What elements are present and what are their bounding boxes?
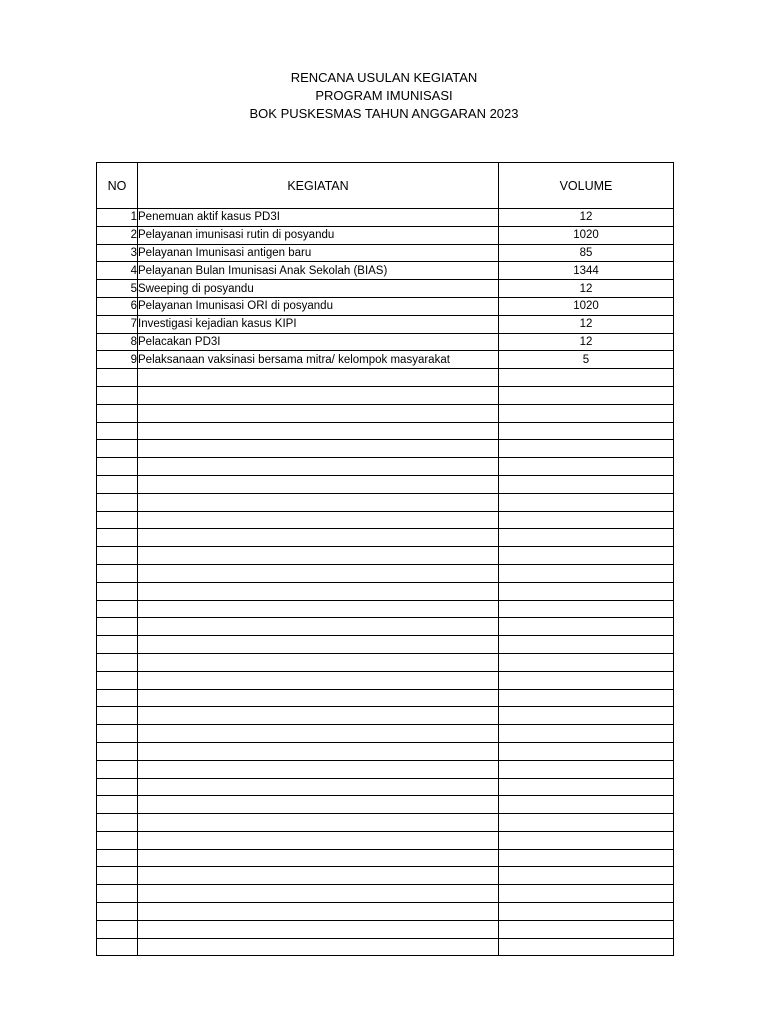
activity-cell: Pelaksanaan vaksinasi bersama mitra/ kelompok masyarakat — [138, 351, 499, 369]
activity-cell — [138, 653, 499, 671]
volume-cell — [499, 511, 674, 529]
volume-cell — [499, 440, 674, 458]
row-number: 4 — [97, 262, 138, 280]
table-row — [97, 333, 674, 351]
activity-cell — [138, 600, 499, 618]
table-row — [97, 867, 674, 885]
table-row — [97, 226, 674, 244]
activity-cell: Pelacakan PD3I — [138, 333, 499, 351]
volume-cell — [499, 653, 674, 671]
table-row — [97, 707, 674, 725]
row-number — [97, 920, 138, 938]
row-number — [97, 778, 138, 796]
row-number — [97, 493, 138, 511]
row-number — [97, 867, 138, 885]
row-number: 3 — [97, 244, 138, 262]
activity-cell — [138, 885, 499, 903]
activity-cell — [138, 386, 499, 404]
table-row — [97, 600, 674, 618]
activity-cell — [138, 867, 499, 885]
table-row — [97, 280, 674, 298]
table-row — [97, 582, 674, 600]
row-number — [97, 636, 138, 654]
volume-cell — [499, 885, 674, 903]
row-number — [97, 796, 138, 814]
table-row — [97, 671, 674, 689]
row-number — [97, 938, 138, 956]
activity-cell — [138, 493, 499, 511]
volume-cell: 1020 — [499, 297, 674, 315]
volume-cell — [499, 404, 674, 422]
table-row — [97, 315, 674, 333]
table-row — [97, 814, 674, 832]
title-line: BOK PUSKESMAS TAHUN ANGGARAN 2023 — [249, 106, 519, 121]
volume-cell — [499, 475, 674, 493]
activity-cell — [138, 422, 499, 440]
table-body — [97, 209, 674, 956]
table-row — [97, 725, 674, 743]
document-title — [0, 69, 768, 123]
activity-cell — [138, 404, 499, 422]
table-row — [97, 493, 674, 511]
table-row — [97, 903, 674, 921]
row-number — [97, 814, 138, 832]
table-row — [97, 404, 674, 422]
row-number — [97, 369, 138, 387]
activity-cell — [138, 671, 499, 689]
volume-cell — [499, 600, 674, 618]
volume-cell — [499, 760, 674, 778]
volume-cell — [499, 725, 674, 743]
row-number — [97, 653, 138, 671]
table-row — [97, 529, 674, 547]
activity-cell — [138, 760, 499, 778]
row-number: 2 — [97, 226, 138, 244]
row-number — [97, 404, 138, 422]
table-row — [97, 920, 674, 938]
volume-cell — [499, 814, 674, 832]
activity-cell — [138, 618, 499, 636]
activity-cell — [138, 636, 499, 654]
activity-cell — [138, 547, 499, 565]
activity-cell — [138, 920, 499, 938]
table-row — [97, 760, 674, 778]
row-number — [97, 707, 138, 725]
table-row — [97, 653, 674, 671]
activity-cell — [138, 511, 499, 529]
row-number — [97, 529, 138, 547]
table-row — [97, 458, 674, 476]
activity-cell: Penemuan aktif kasus PD3I — [138, 209, 499, 227]
row-number — [97, 600, 138, 618]
activity-cell: Pelayanan Bulan Imunisasi Anak Sekolah (BIAS) — [138, 262, 499, 280]
row-number — [97, 547, 138, 565]
table-row — [97, 796, 674, 814]
activity-cell — [138, 796, 499, 814]
title-line: PROGRAM IMUNISASI — [315, 88, 453, 103]
activity-table — [96, 162, 674, 956]
volume-cell — [499, 920, 674, 938]
volume-cell: 85 — [499, 244, 674, 262]
row-number — [97, 386, 138, 404]
volume-cell — [499, 458, 674, 476]
row-number: 1 — [97, 209, 138, 227]
volume-cell — [499, 582, 674, 600]
row-number — [97, 475, 138, 493]
activity-cell — [138, 458, 499, 476]
activity-cell — [138, 529, 499, 547]
volume-cell — [499, 671, 674, 689]
header-no: NO — [97, 163, 138, 209]
table-row — [97, 938, 674, 956]
title-line: RENCANA USULAN KEGIATAN — [290, 70, 478, 85]
row-number — [97, 689, 138, 707]
row-number — [97, 458, 138, 476]
table-row — [97, 511, 674, 529]
volume-cell — [499, 636, 674, 654]
activity-cell: Pelayanan Imunisasi antigen baru — [138, 244, 499, 262]
table-row — [97, 618, 674, 636]
table-row — [97, 351, 674, 369]
volume-cell: 12 — [499, 333, 674, 351]
table-row — [97, 422, 674, 440]
row-number: 7 — [97, 315, 138, 333]
row-number: 5 — [97, 280, 138, 298]
row-number — [97, 725, 138, 743]
row-number — [97, 671, 138, 689]
volume-cell: 12 — [499, 209, 674, 227]
row-number — [97, 831, 138, 849]
activity-cell: Investigasi kejadian kasus KIPI — [138, 315, 499, 333]
table-row — [97, 689, 674, 707]
volume-cell: 5 — [499, 351, 674, 369]
table-row — [97, 831, 674, 849]
volume-cell — [499, 849, 674, 867]
table-header-row — [97, 163, 674, 209]
volume-cell — [499, 529, 674, 547]
activity-cell: Pelayanan imunisasi rutin di posyandu — [138, 226, 499, 244]
volume-cell — [499, 493, 674, 511]
volume-cell — [499, 796, 674, 814]
row-number — [97, 422, 138, 440]
row-number — [97, 903, 138, 921]
volume-cell — [499, 618, 674, 636]
table-row — [97, 209, 674, 227]
volume-cell — [499, 867, 674, 885]
volume-cell — [499, 938, 674, 956]
row-number — [97, 885, 138, 903]
table-row — [97, 564, 674, 582]
activity-cell: Sweeping di posyandu — [138, 280, 499, 298]
volume-cell — [499, 707, 674, 725]
row-number — [97, 440, 138, 458]
activity-cell — [138, 742, 499, 760]
volume-cell — [499, 903, 674, 921]
activity-cell — [138, 938, 499, 956]
activity-cell — [138, 440, 499, 458]
volume-cell — [499, 369, 674, 387]
table-row — [97, 475, 674, 493]
volume-cell: 1020 — [499, 226, 674, 244]
volume-cell: 12 — [499, 280, 674, 298]
activity-cell — [138, 369, 499, 387]
volume-cell — [499, 422, 674, 440]
header-volume: VOLUME — [499, 163, 674, 209]
row-number — [97, 849, 138, 867]
volume-cell — [499, 386, 674, 404]
row-number — [97, 582, 138, 600]
volume-cell — [499, 547, 674, 565]
volume-cell — [499, 742, 674, 760]
table-row — [97, 440, 674, 458]
volume-cell: 12 — [499, 315, 674, 333]
table-row — [97, 244, 674, 262]
activity-cell — [138, 475, 499, 493]
row-number: 8 — [97, 333, 138, 351]
volume-cell: 1344 — [499, 262, 674, 280]
activity-cell — [138, 707, 499, 725]
activity-cell — [138, 725, 499, 743]
activity-cell — [138, 903, 499, 921]
row-number — [97, 760, 138, 778]
activity-cell: Pelayanan Imunisasi ORI di posyandu — [138, 297, 499, 315]
row-number — [97, 564, 138, 582]
activity-cell — [138, 831, 499, 849]
volume-cell — [499, 778, 674, 796]
volume-cell — [499, 689, 674, 707]
activity-cell — [138, 849, 499, 867]
row-number: 6 — [97, 297, 138, 315]
table-row — [97, 262, 674, 280]
header-kegiatan: KEGIATAN — [138, 163, 499, 209]
row-number: 9 — [97, 351, 138, 369]
volume-cell — [499, 564, 674, 582]
activity-cell — [138, 814, 499, 832]
table-row — [97, 636, 674, 654]
table-row — [97, 369, 674, 387]
activity-cell — [138, 689, 499, 707]
table-row — [97, 742, 674, 760]
row-number — [97, 618, 138, 636]
table-row — [97, 547, 674, 565]
table-row — [97, 778, 674, 796]
row-number — [97, 511, 138, 529]
volume-cell — [499, 831, 674, 849]
table-row — [97, 849, 674, 867]
table-row — [97, 386, 674, 404]
activity-cell — [138, 778, 499, 796]
table-row — [97, 885, 674, 903]
table-row — [97, 297, 674, 315]
activity-cell — [138, 564, 499, 582]
row-number — [97, 742, 138, 760]
activity-cell — [138, 582, 499, 600]
